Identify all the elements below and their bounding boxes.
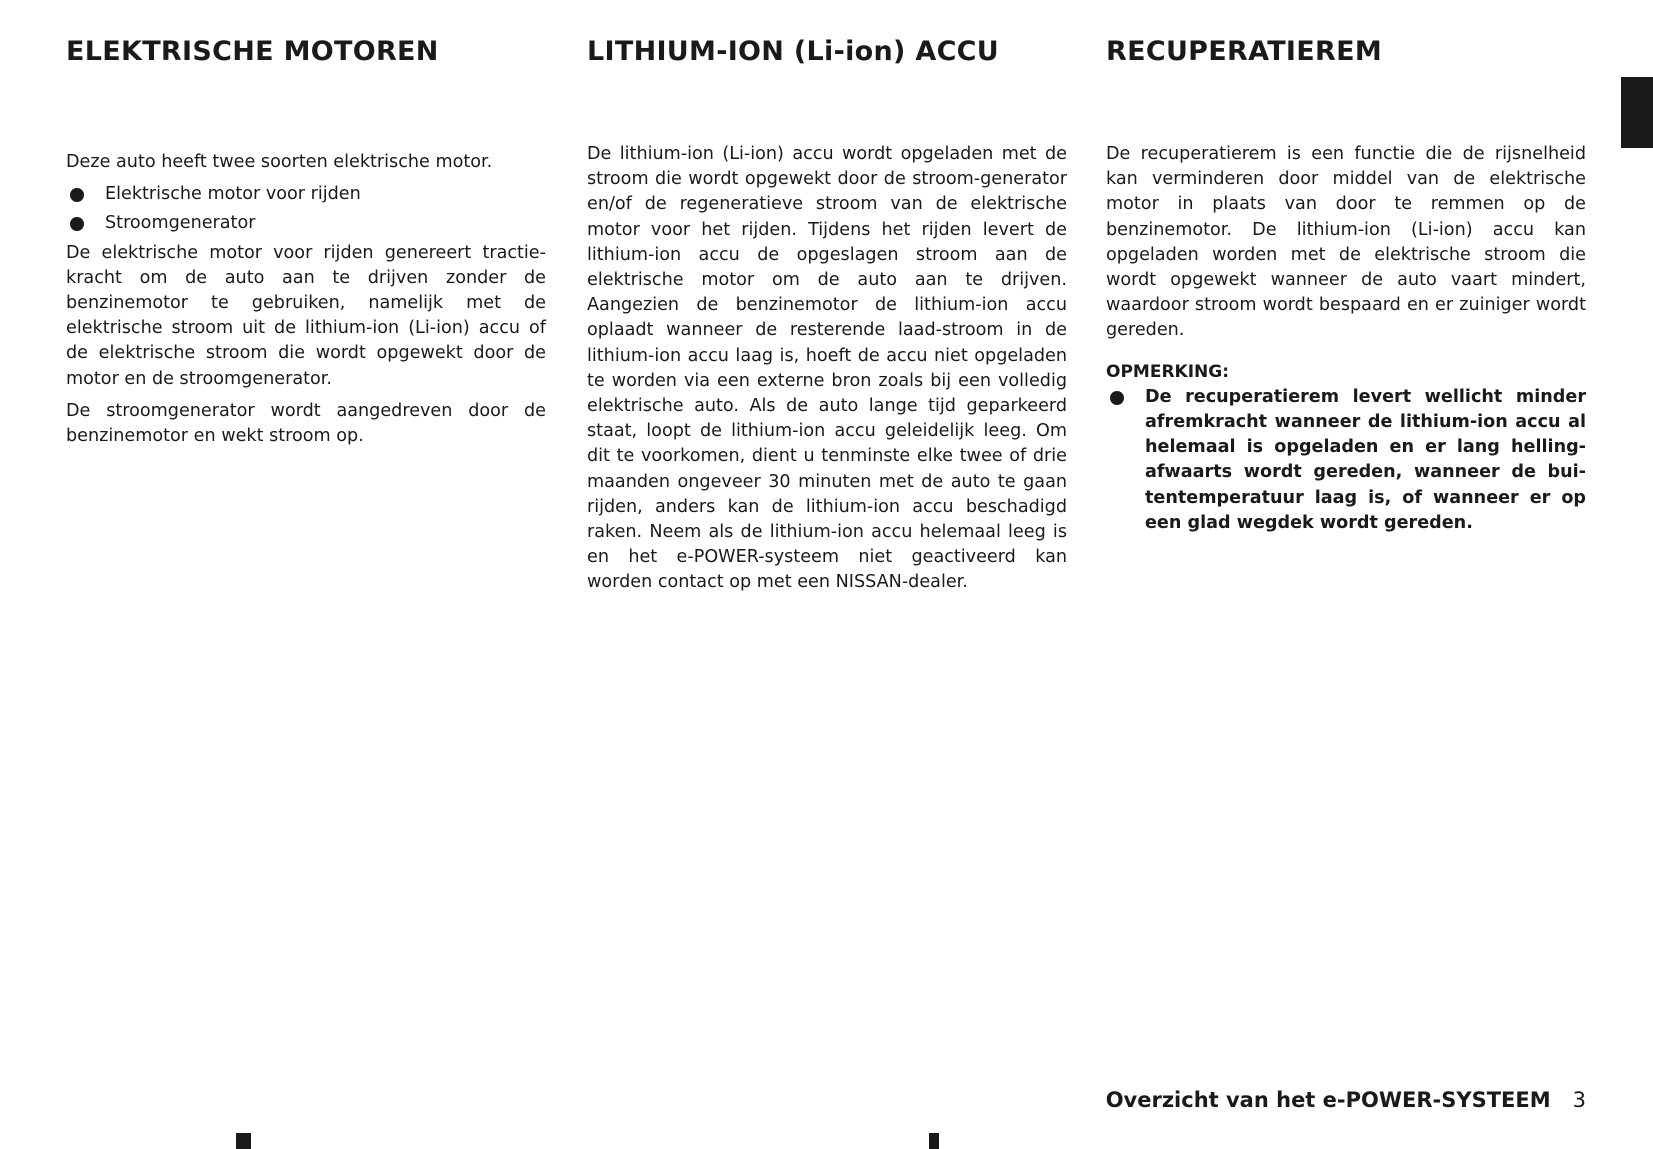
list-item-text: Elektrische motor voor rijden [105, 184, 361, 205]
footer-section-title: Overzicht van het e-POWER-SYSTEEM [1105, 1088, 1551, 1112]
bullet-icon [70, 217, 84, 231]
motor-list [66, 182, 546, 236]
note-text: De recuperatierem levert wellicht minder afremkracht wanneer de lithium-ion accu al helemaal is opgeladen en er lang helling-afwaarts wordt gereden, wanneer de bui-tentemperatuur laag is, of wanneer er op een glad wegdek wordt gereden. [1145, 386, 1586, 533]
note-title: OPMERKING: [1106, 361, 1230, 382]
page-number: 3 [1572, 1088, 1586, 1112]
list-item-text: Stroomgenerator [105, 213, 256, 234]
crop-mark [929, 1133, 939, 1149]
column-elektrische-motoren [66, 150, 546, 456]
heading-elektrische-motoren: ELEKTRISCHE MOTOREN [66, 36, 439, 67]
heading-recuperatierem: RECUPERATIEREM [1106, 36, 1383, 67]
note-list [1106, 385, 1586, 536]
page-footer [1106, 1088, 1586, 1112]
list-item [66, 182, 546, 207]
list-item [1106, 385, 1586, 536]
paragraph: De stroomgenerator wordt aangedreven door de benzinemotor en wekt stroom op. [66, 400, 546, 447]
bullet-icon [70, 188, 84, 202]
section-tab-marker [1621, 77, 1653, 148]
bullet-icon [1110, 391, 1124, 405]
column-recuperatierem [1106, 142, 1586, 540]
list-item [66, 211, 546, 236]
intro-text: Deze auto heeft twee soorten elektrische motor. [66, 152, 493, 172]
paragraph: De elektrische motor voor rijden genereert tractie-kracht om de auto aan te drijven zonder de benzinemotor te gebruiken, namelijk met de elektrische stroom uit de lithium-ion (Li-ion) accu of de elektrische stroom die wordt opgewekt door de motor en de stroomgenerator. [66, 242, 546, 389]
crop-mark [236, 1133, 251, 1149]
paragraph: De recuperatierem is een functie die de rijsnelheid kan verminderen door middel van de elektrische motor in plaats van door te remmen op de benzinemotor. De lithium-ion (Li-ion) accu kan opgeladen worden met de elektrische stroom die wordt opgewekt wanneer de auto vaart mindert, waardoor stroom wordt bespaard en er zuiniger wordt gereden. [1106, 144, 1586, 341]
heading-lithium-ion-accu: LITHIUM-ION (Li-ion) ACCU [587, 36, 1000, 67]
column-lithium-ion-accu [587, 142, 1067, 603]
paragraph: De lithium-ion (Li-ion) accu wordt opgeladen met de stroom die wordt opgewekt door de stroom-generator en/of de regeneratieve stroom van de elektrische motor voor het rijden. Tijdens het rijden levert de lithium-ion accu de opgeslagen stroom aan de elektrische motor om de auto aan te drijven. Aangezien de benzinemotor de lithium-ion accu oplaadt wanneer de resterende laad-stroom in de lithium-ion accu laag is, hoeft de accu niet opgeladen te worden via een externe bron zoals bij een volledig elektrische auto. Als de auto lange tijd geparkeerd staat, loopt de lithium-ion accu geleidelijk leeg. Om dit te voorkomen, dient u tenminste elke twee of drie maanden ongeveer 30 minuten met de auto te gaan rijden, anders kan de lithium-ion accu beschadigd raken. Neem als de lithium-ion accu helemaal leeg is en het e-POWER-systeem niet geactiveerd kan worden contact op met een NISSAN-dealer. [587, 144, 1067, 593]
